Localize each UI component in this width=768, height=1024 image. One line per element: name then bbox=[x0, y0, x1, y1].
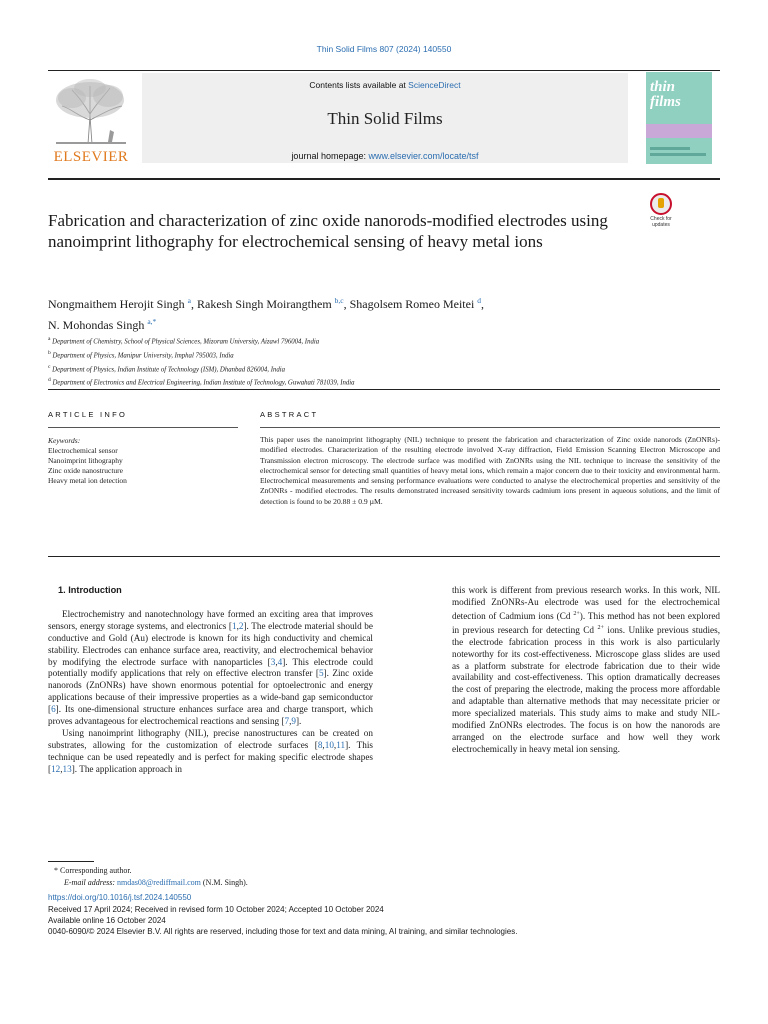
affiliation bbox=[48, 348, 668, 362]
affiliation-list bbox=[48, 334, 668, 389]
article-info-heading: ARTICLE INFO bbox=[48, 410, 128, 419]
abstract-heading: ABSTRACT bbox=[260, 410, 319, 419]
abstract-text: This paper uses the nanoimprint lithography (NIL) technique to present the fabrication and characterization of Zinc oxide nanorods (ZnONRs)-modified electrodes. Characterization of the resulting electrode involved X-ray diffraction, Field Emission Scanning Electron Microscope and Transmission electron microscopy. The electrode surface was modified with ZnONRs using the NIL technique to increase the sensitivity of the electrochemical sensor for detecting small quantities of heavy metal ions, which remain a major concern due to their toxicity and environmental harm. Electrochemical measurements and sensing performance evaluations were conducted to analyse the electrochemical properties and sensitivity of the ZnONRs - modified electrodes. The results demonstrated increased sensitivity towards cadmium ions present in aqueous solutions, and the limit of detection is found to be 20.88 ± 0.9 µM. bbox=[260, 435, 720, 506]
superscript: 2+ bbox=[597, 624, 604, 631]
received-dates: Received 17 April 2024; Received in revised form 10 October 2024; Accepted 10 October 2024 bbox=[48, 905, 384, 914]
doi-link[interactable]: https://doi.org/10.1016/j.tsf.2024.140550 bbox=[48, 893, 192, 902]
affiliation bbox=[48, 334, 668, 348]
author-separator: , bbox=[191, 297, 197, 311]
citation-link[interactable]: 12 bbox=[51, 763, 61, 774]
available-online-date: Available online 16 October 2024 bbox=[48, 916, 166, 925]
author-name: N. Mohondas Singh bbox=[48, 318, 145, 332]
citation-link[interactable]: 8 bbox=[317, 739, 323, 750]
crossmark-label-line-2: updates bbox=[652, 222, 670, 228]
email-suffix: (N.M. Singh). bbox=[200, 878, 248, 887]
cover-band bbox=[646, 124, 712, 138]
keyword: Zinc oxide nanostructure bbox=[48, 466, 123, 475]
citation-link[interactable]: 3 bbox=[270, 656, 276, 667]
author-affiliation-mark[interactable]: a,* bbox=[147, 317, 157, 326]
body-column-right bbox=[452, 585, 720, 756]
publisher-logo[interactable] bbox=[48, 76, 134, 166]
running-head[interactable]: Thin Solid Films 807 (2024) 140550 bbox=[316, 44, 452, 54]
affiliation bbox=[48, 362, 668, 376]
affiliation-key: a bbox=[48, 336, 51, 342]
section-divider bbox=[48, 389, 720, 390]
elsevier-tree-icon bbox=[48, 76, 134, 146]
abstract-rule bbox=[260, 427, 720, 428]
footnote-rule bbox=[48, 861, 94, 862]
crossmark-label bbox=[645, 216, 677, 228]
citation-link[interactable]: 9 bbox=[291, 716, 296, 727]
body-paragraph: Electrochemistry and nanotechnology have formed an exciting area that improves sensors, energy storage systems, and electronics [1,2]. The electrode material should be conductive and Gold (Au) electrode is known for its high conductivity and chemical stability. Electrodes can enhance surface area, reactivity, and electrochemical behavior by modifying the electrode surface with nanoparticles [3,4]. This electrode could potentially modify applications that rely on effective electron transfer [5]. Zinc oxide nanorods (ZnONRs) have shown enormous potential for optoelectronic and energy applications because of their impressive properties as a wide-band gap semiconductor [6]. Its one-dimensional structure enhances surface area and charge transport, which proves advantageous for electrochemical reactions and sensing [7,9]. bbox=[48, 608, 373, 727]
citation-link[interactable]: 1 bbox=[231, 620, 237, 631]
affiliation-key: c bbox=[48, 363, 51, 370]
affiliation-text: Department of Chemistry, School of Physical Sciences, Mizoram University, Aizawl 796004, India bbox=[52, 338, 320, 346]
affiliation-key: d bbox=[48, 377, 51, 384]
cover-title bbox=[650, 80, 681, 110]
author[interactable] bbox=[48, 297, 197, 311]
author[interactable] bbox=[197, 297, 350, 311]
publisher-wordmark: ELSEVIER bbox=[53, 149, 129, 165]
journal-info-box bbox=[142, 73, 628, 163]
journal-homepage-line bbox=[142, 151, 628, 161]
sciencedirect-link[interactable]: ScienceDirect bbox=[408, 80, 461, 90]
section-title: 1. Introduction bbox=[58, 585, 122, 595]
copyright-line: 0040-6090/© 2024 Elsevier B.V. All rights are reserved, including those for text and data mining, AI training, and similar technologies. bbox=[48, 927, 518, 936]
article-info-rule bbox=[48, 427, 238, 428]
contents-prefix: Contents lists available at bbox=[309, 80, 409, 90]
article-title: Fabrication and characterization of zinc oxide nanorods-modified electrodes using nanoimprint lithography for electrochemical sensing of heavy metal ions bbox=[48, 211, 608, 251]
author-name: Shagolsem Romeo Meitei bbox=[349, 297, 475, 311]
homepage-prefix: journal homepage: bbox=[291, 151, 369, 161]
header-rule bbox=[48, 178, 720, 180]
journal-homepage-link[interactable]: www.elsevier.com/locate/tsf bbox=[368, 151, 479, 161]
affiliation-key: b bbox=[48, 349, 51, 356]
citation-link[interactable]: 11 bbox=[336, 739, 346, 750]
author-list bbox=[48, 292, 668, 334]
email-link[interactable]: nmdas08@rediffmail.com bbox=[117, 878, 201, 887]
author-separator: , bbox=[343, 297, 350, 311]
keyword: Heavy metal ion detection bbox=[48, 476, 127, 485]
cover-title-line-2: films bbox=[650, 94, 681, 110]
citation-link[interactable]: 4 bbox=[277, 656, 283, 667]
author[interactable] bbox=[48, 318, 156, 332]
contents-line bbox=[142, 80, 628, 90]
author-affiliation-mark[interactable]: d bbox=[477, 296, 482, 305]
affiliation-text: Department of Physics, Manipur University, Imphal 795003, India bbox=[52, 352, 234, 360]
superscript: 2+ bbox=[573, 610, 580, 617]
author-name: Rakesh Singh Moirangthem bbox=[197, 297, 332, 311]
crossmark-label-line-1: Check for bbox=[650, 216, 672, 222]
citation-link[interactable]: 6 bbox=[51, 704, 56, 715]
masthead-top-rule bbox=[48, 70, 720, 71]
email-note bbox=[48, 877, 720, 889]
crossmark-icon bbox=[650, 193, 672, 215]
affiliation-text: Department of Physics, Indian Institute of Technology (ISM), Dhanbad 826004, India bbox=[52, 365, 286, 373]
author-separator: , bbox=[481, 297, 485, 311]
section-divider bbox=[48, 556, 720, 557]
author-affiliation-mark[interactable]: a bbox=[187, 296, 191, 305]
journal-masthead bbox=[48, 70, 720, 166]
body-column-left bbox=[48, 585, 373, 776]
keywords-label: Keywords: bbox=[48, 436, 81, 445]
check-for-updates-button[interactable] bbox=[645, 193, 677, 229]
corresponding-author-note: * Corresponding author. bbox=[54, 866, 132, 875]
citation-link[interactable]: 10 bbox=[324, 739, 334, 750]
citation-link[interactable]: 5 bbox=[318, 668, 324, 679]
citation-link[interactable]: 2 bbox=[238, 620, 244, 631]
cover-decoration bbox=[650, 147, 690, 150]
keyword: Nanoimprint lithography bbox=[48, 456, 123, 465]
author-name: Nongmaithem Herojit Singh bbox=[48, 297, 185, 311]
keyword: Electrochemical sensor bbox=[48, 446, 118, 455]
cover-title-line-1: thin bbox=[650, 79, 676, 95]
journal-title: Thin Solid Films bbox=[327, 109, 443, 128]
citation-link[interactable]: 7 bbox=[284, 716, 290, 727]
footnotes bbox=[48, 865, 720, 937]
email-label: E-mail address: bbox=[64, 878, 118, 887]
body-paragraph: this work is different from previous research works. In this work, NIL modified ZnONRs-Au electrode was used for the electrochemical detection of Cadmium ions (Cd $^{2+}$). This method has not been explored in previous research for detecting Cd $^{2+}$ ions. Unlike previous studies, the electrode fabrication process in this work is also particularly noteworthy for its cost-effectiveness. Microscope glass slides are used as a platform substrate for electrode fabrication due to their wide availability and cost-effectiveness. This option dramatically decreases the cost of preparing the electrode, making the process more affordable and adaptable than alternative methods that may necessitate pricier or more specialized materials. This study aims to make and study NIL- modified ZnONRs electrodes. The focus is on how the nanorods are arranged on the electrode surface and how well they work electrochemically in heavy metal ion sensing. bbox=[452, 585, 720, 754]
author[interactable] bbox=[350, 297, 484, 311]
affiliation-text: Department of Electronics and Electrical Engineering, Indian Institute of Technology, Guwahati 781039, India bbox=[52, 379, 355, 387]
affiliation bbox=[48, 375, 668, 389]
citation-link[interactable]: 13 bbox=[62, 763, 72, 774]
journal-cover-thumbnail[interactable] bbox=[646, 72, 712, 164]
body-paragraph: Using nanoimprint lithography (NIL), precise nanostructures can be created on substrates, allowing for the customization of electrode surfaces [8,10,11]. This technique can be used repeatedly and is perfect for making specific electrode shapes [12,13]. The application approach in bbox=[48, 727, 373, 774]
keywords-block bbox=[48, 436, 228, 486]
author-affiliation-mark[interactable]: b,c bbox=[334, 296, 344, 305]
cover-decoration bbox=[650, 153, 706, 156]
